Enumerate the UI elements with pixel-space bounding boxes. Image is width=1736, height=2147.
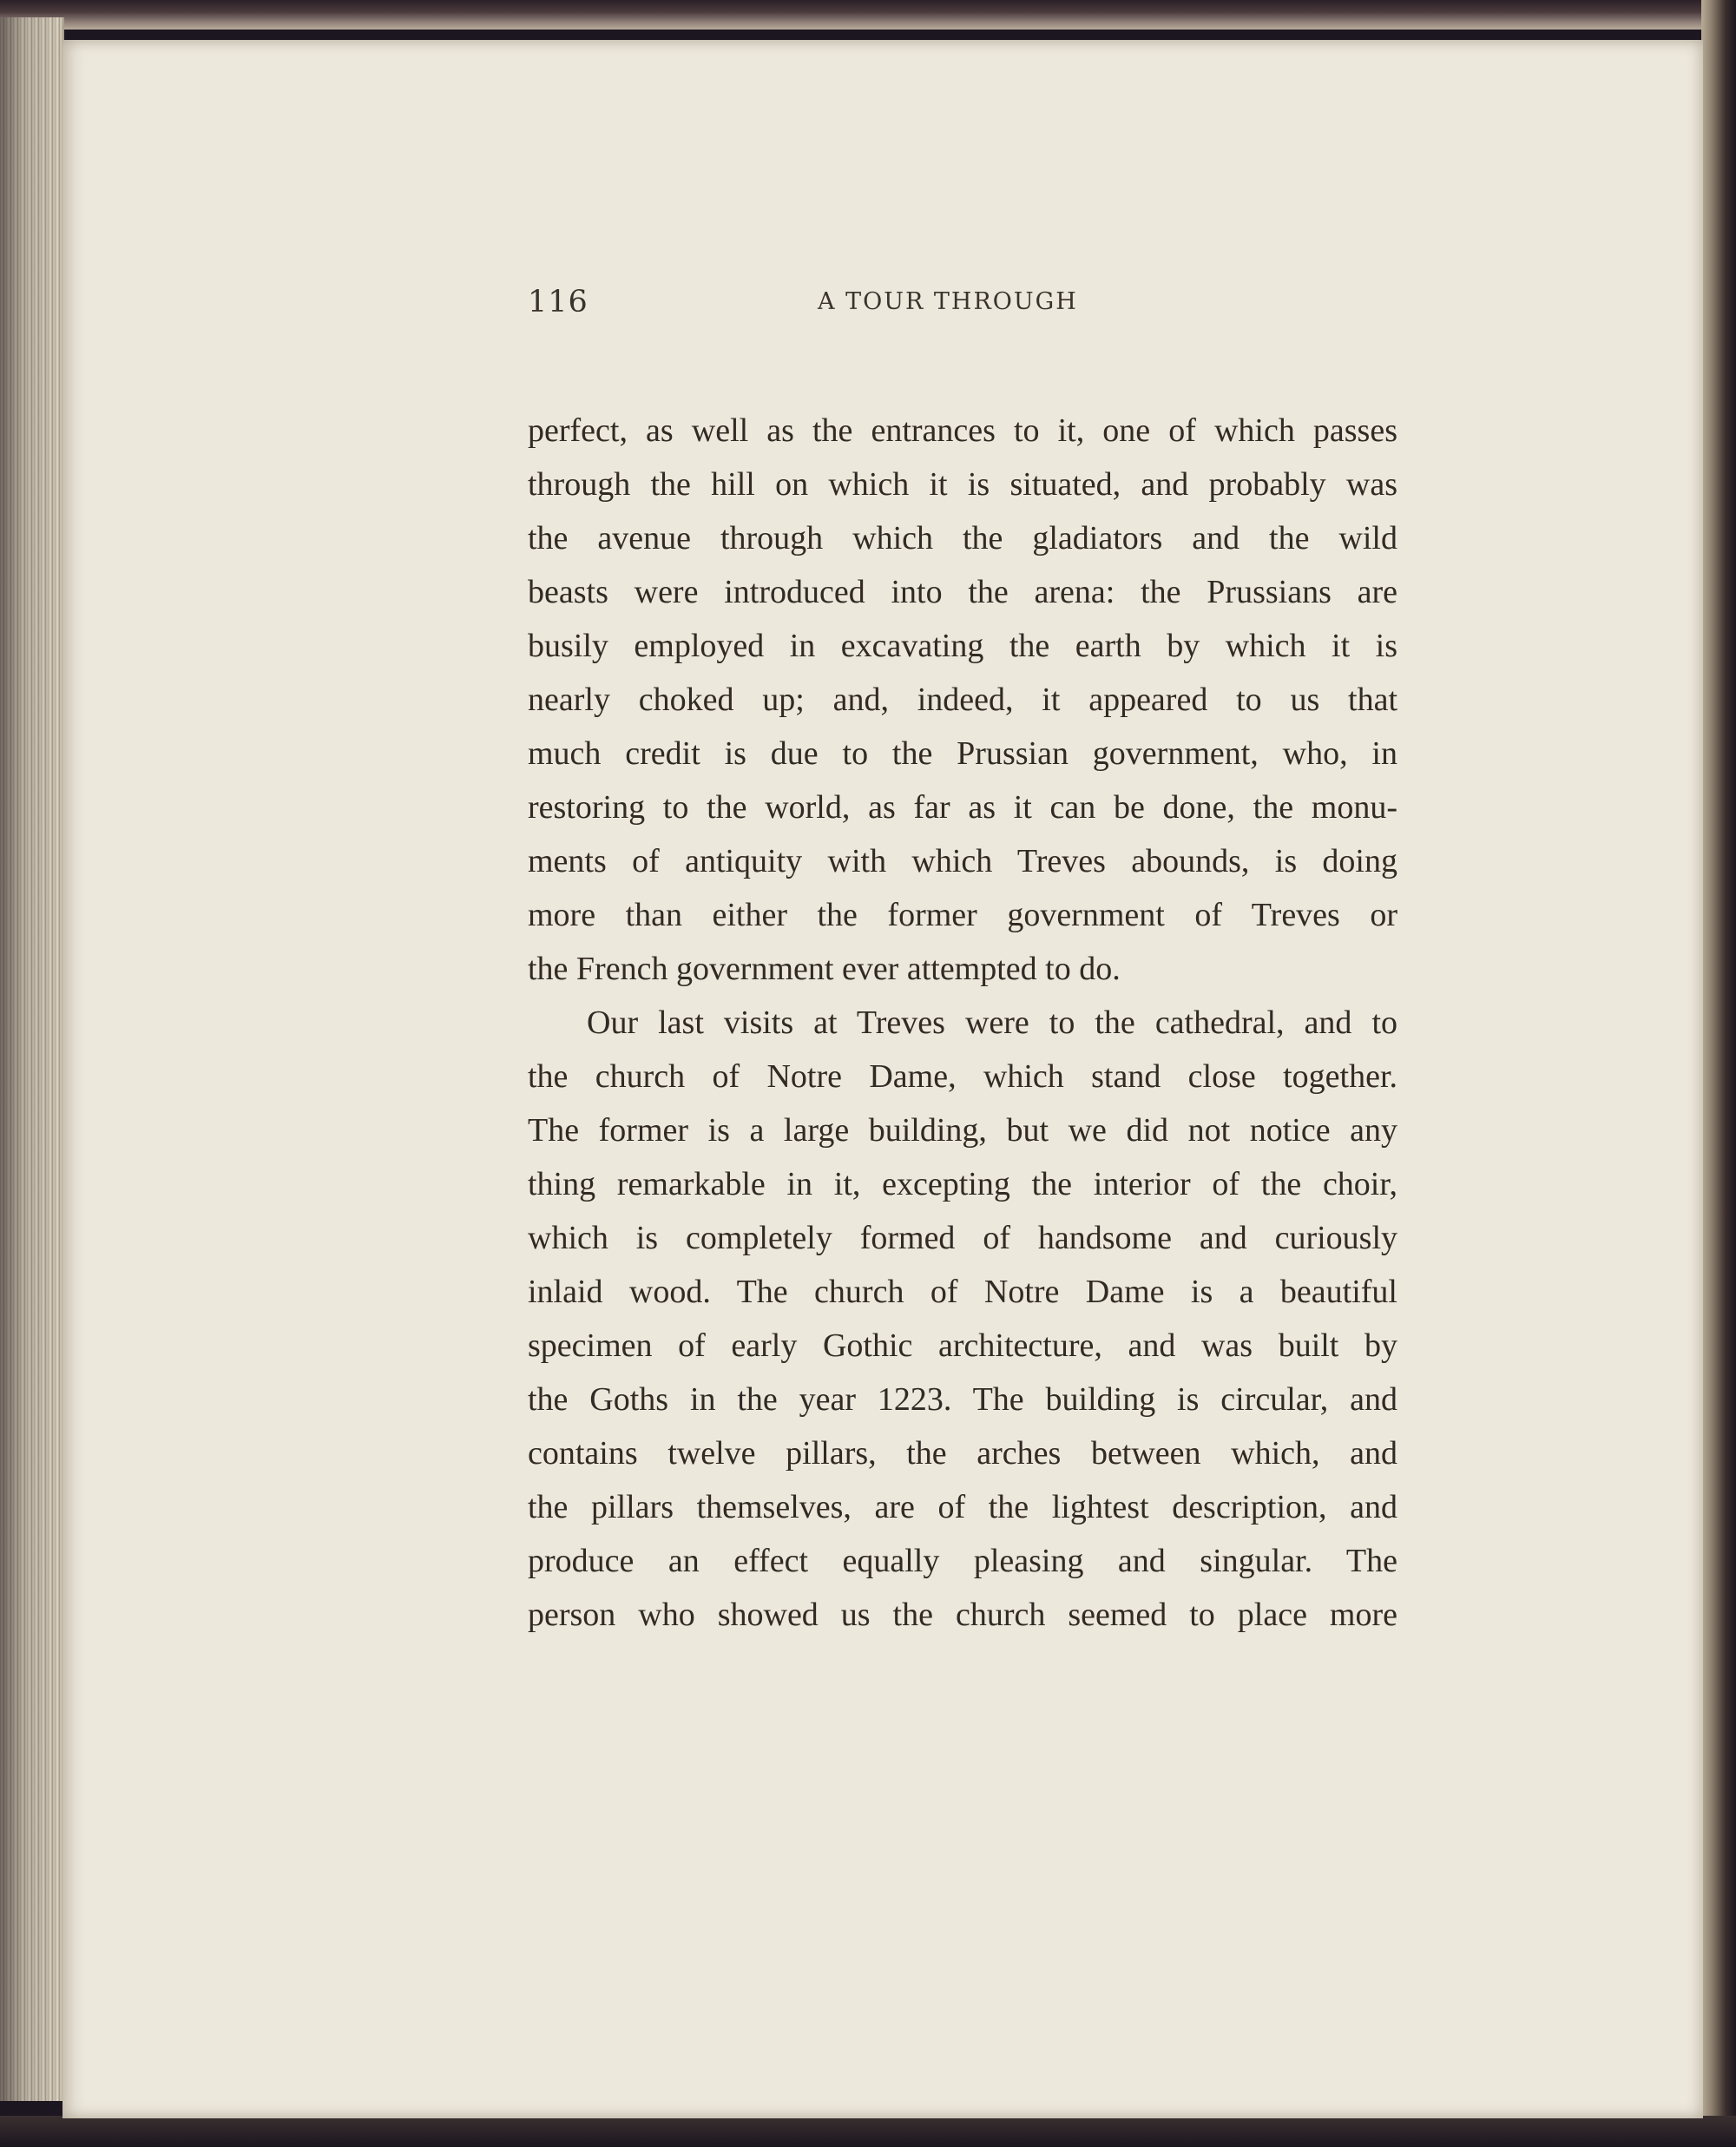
text-line: perfect, as well as the entrances to it, one of which passes bbox=[528, 412, 1397, 449]
text-line: contains twelve pillars, the arches between which, and bbox=[528, 1435, 1397, 1472]
text-line: beasts were introduced into the arena: the Prussians are bbox=[528, 574, 1397, 610]
text-line: the pillars themselves, are of the lightest description, and bbox=[528, 1489, 1397, 1525]
book-board-top bbox=[0, 0, 1736, 30]
text-line: The former is a large building, but we did not notice any bbox=[528, 1112, 1397, 1149]
book-board-bottom bbox=[0, 2116, 1736, 2147]
text-line: the avenue through which the gladiators and the wild bbox=[528, 520, 1397, 557]
paragraph-2 bbox=[528, 996, 1397, 1642]
paragraph-1 bbox=[528, 404, 1397, 996]
gutter-shadow bbox=[0, 17, 62, 2101]
text-line: through the hill on which it is situated, and probably was bbox=[528, 466, 1397, 503]
running-head bbox=[528, 280, 1397, 332]
text-line: ments of antiquity with which Treves abounds, is doing bbox=[528, 843, 1397, 879]
body-text bbox=[528, 404, 1397, 1642]
text-line: which is completely formed of handsome and curiously bbox=[528, 1220, 1397, 1256]
text-line: more than either the former government of Treves or bbox=[528, 897, 1397, 933]
book-board-right bbox=[1701, 0, 1736, 2147]
text-line: the Goths in the year 1223. The building is circular, and bbox=[528, 1381, 1397, 1418]
text-line: busily employed in excavating the earth by which it is bbox=[528, 628, 1397, 664]
text-line: restoring to the world, as far as it can be done, the monu- bbox=[528, 789, 1397, 826]
text-line: thing remarkable in it, excepting the interior of the choir, bbox=[528, 1166, 1397, 1202]
text-line: the French government ever attempted to do. bbox=[528, 951, 1121, 987]
text-line: the church of Notre Dame, which stand close together. bbox=[528, 1058, 1397, 1095]
text-line: produce an effect equally pleasing and singular. The bbox=[528, 1543, 1397, 1579]
text-line: much credit is due to the Prussian government, who, in bbox=[528, 735, 1397, 772]
text-line: nearly choked up; and, indeed, it appeared to us that bbox=[528, 682, 1397, 718]
text-line: person who showed us the church seemed to place more bbox=[528, 1597, 1397, 1633]
page-number: 116 bbox=[528, 285, 589, 319]
text-line: specimen of early Gothic architecture, and was built by bbox=[528, 1327, 1397, 1364]
text-line: Our last visits at Treves were to the cathedral, and to bbox=[587, 1004, 1397, 1041]
text-line: inlaid wood. The church of Notre Dame is a beautiful bbox=[528, 1274, 1397, 1310]
running-title: A TOUR THROUGH bbox=[818, 288, 1078, 315]
